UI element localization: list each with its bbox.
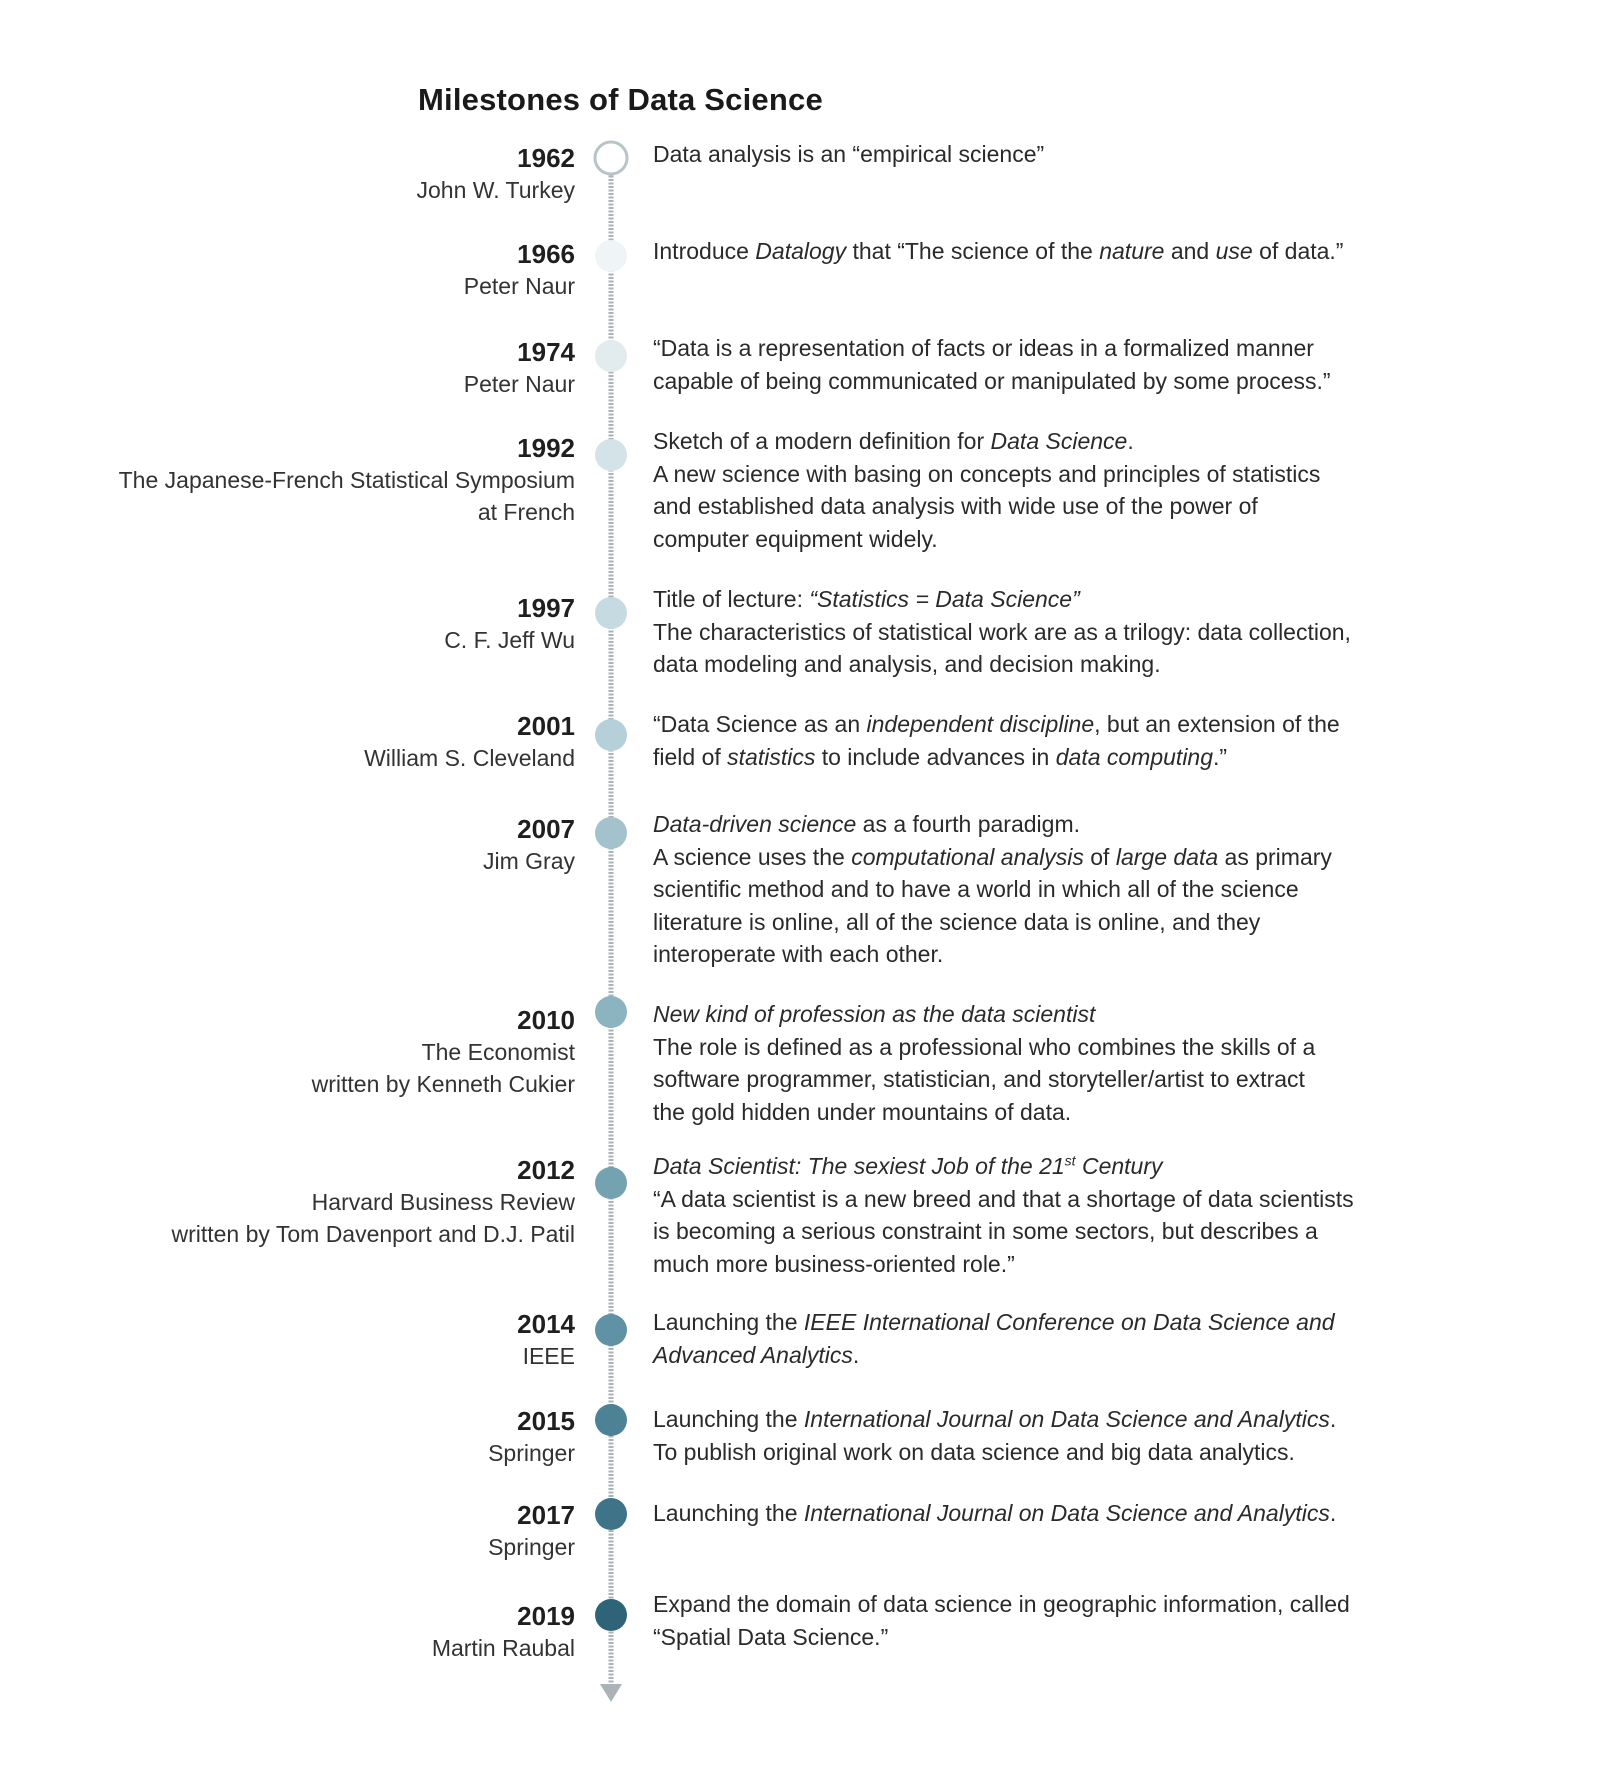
description-line <box>653 873 1443 906</box>
italic-text: IEEE International Conference on Data Science and <box>803 1309 1335 1335</box>
milestone-source: Springer <box>488 1534 575 1560</box>
text-segment: . <box>852 1341 860 1368</box>
milestone-source: John W. Turkey <box>416 177 575 203</box>
milestone-description-2019 <box>653 1588 1443 1653</box>
description-line <box>653 938 1443 971</box>
description-line <box>653 1306 1443 1339</box>
text-segment: . <box>1329 1500 1337 1526</box>
milestone-year: 2015 <box>517 1406 575 1436</box>
milestone-description-2007 <box>653 808 1443 971</box>
italic-text: Data-driven science <box>653 811 857 837</box>
description-line <box>653 523 1443 556</box>
description-line <box>653 490 1443 523</box>
text-segment: of data.” <box>1252 238 1344 264</box>
milestone-year: 2007 <box>517 814 575 844</box>
text-segment: literature is online, all of the science data is online, and they <box>653 908 1261 935</box>
italic-text: Data Science <box>990 428 1128 454</box>
italic-text: nature <box>1099 238 1165 264</box>
timeline-arrow-head <box>600 1684 622 1702</box>
milestone-label-1962 <box>15 142 575 206</box>
text-segment: A new science with basing on concepts and principles of statistics <box>653 460 1321 487</box>
milestone-year: 2014 <box>517 1309 575 1339</box>
milestone-year: 2017 <box>517 1500 575 1530</box>
text-segment: software programmer, statistician, and storyteller/artist to extract <box>653 1066 1305 1092</box>
milestone-description-2015 <box>653 1403 1443 1468</box>
text-segment: data modeling and analysis, and decision making. <box>653 651 1161 677</box>
text-segment: To publish original work on data science and big data analytics. <box>653 1438 1295 1465</box>
description-line <box>653 741 1443 774</box>
milestone-label-2017 <box>15 1499 575 1563</box>
description-line <box>653 1150 1443 1183</box>
milestone-source: C. F. Jeff Wu <box>444 627 575 653</box>
text-segment: The role is defined as a professional who combines the skills of a <box>653 1033 1316 1060</box>
timeline-node-2001 <box>595 719 627 751</box>
milestone-source: William S. Cleveland <box>364 745 575 771</box>
text-segment: as primary <box>1218 843 1332 870</box>
description-line <box>653 906 1443 939</box>
text-segment: Title of lecture: <box>653 586 810 612</box>
text-segment: The characteristics of statistical work are as a trilogy: data collection, <box>653 618 1351 645</box>
timeline-node-1997 <box>595 597 627 629</box>
milestone-source: Martin Raubal <box>431 1635 575 1661</box>
text-segment: “A data scientist is a new breed and that a shortage of data scientists <box>653 1185 1354 1212</box>
description-line <box>653 458 1443 491</box>
timeline-node-1974 <box>595 340 627 372</box>
milestone-year: 1966 <box>517 239 575 269</box>
description-line <box>653 1248 1443 1281</box>
description-line <box>653 616 1443 649</box>
italic-text: data computing <box>1055 743 1214 770</box>
text-segment: field of <box>653 743 728 770</box>
description-line <box>653 1183 1443 1216</box>
milestone-label-2019 <box>15 1600 575 1664</box>
page-title: Milestones of Data Science <box>418 82 823 117</box>
milestone-source: written by Kenneth Cukier <box>311 1071 575 1097</box>
milestone-description-1992 <box>653 425 1443 555</box>
text-segment: as a fourth paradigm. <box>856 811 1080 837</box>
milestone-year: 1974 <box>517 337 575 367</box>
text-segment: is becoming a serious constraint in some sectors, but describes a <box>653 1218 1318 1244</box>
timeline-node-1962 <box>595 142 627 174</box>
text-segment: scientific method and to have a world in which all of the science <box>653 876 1299 902</box>
timeline-node-1966 <box>595 240 627 272</box>
description-line <box>653 583 1443 616</box>
description-line <box>653 998 1443 1031</box>
text-segment: the gold hidden under mountains of data. <box>653 1098 1072 1125</box>
text-segment: .” <box>1213 743 1228 770</box>
italic-text: computational analysis <box>851 843 1084 870</box>
milestone-description-1974 <box>653 332 1443 397</box>
milestone-label-2012 <box>15 1154 575 1250</box>
text-segment: Launching the <box>653 1406 804 1432</box>
italic-text: International Journal on Data Science and Analytics <box>803 1406 1330 1432</box>
milestone-source: written by Tom Davenport and D.J. Patil <box>171 1221 575 1247</box>
italic-text: Datalogy <box>755 238 847 264</box>
milestone-description-1997 <box>653 583 1443 681</box>
milestone-source: The Economist <box>421 1039 575 1065</box>
text-segment: Expand the domain of data science in geographic information, called <box>653 1591 1350 1617</box>
text-segment: capable of being communicated or manipulated by some process.” <box>653 367 1331 394</box>
description-line <box>653 841 1443 874</box>
milestone-source: Springer <box>488 1440 575 1466</box>
milestone-label-1974 <box>15 336 575 400</box>
italic-text: use <box>1215 238 1253 264</box>
italic-text: independent discipline <box>866 711 1095 737</box>
timeline-node-2010 <box>595 996 627 1028</box>
text-segment: , but an extension of the <box>1094 711 1340 737</box>
text-segment: Sketch of a modern definition for <box>653 428 991 454</box>
milestone-description-1966 <box>653 235 1443 268</box>
timeline-node-2017 <box>595 1498 627 1530</box>
text-segment: of <box>1083 843 1116 870</box>
italic-text: International Journal on Data Science and Analytics <box>803 1500 1330 1526</box>
milestone-description-2010 <box>653 998 1443 1128</box>
milestone-source: Peter Naur <box>463 371 575 397</box>
timeline-node-2014 <box>595 1314 627 1346</box>
text-segment: computer equipment widely. <box>653 525 938 552</box>
milestone-year: 2012 <box>517 1155 575 1185</box>
milestone-label-2014 <box>15 1308 575 1372</box>
italic-text: “Statistics = Data Science” <box>809 586 1080 612</box>
text-segment: much more business-oriented role.” <box>653 1250 1015 1277</box>
timeline-node-2015 <box>595 1404 627 1436</box>
text-segment: . <box>1329 1406 1337 1432</box>
italic-text: statistics <box>727 743 816 770</box>
description-line <box>653 138 1443 171</box>
timeline-node-2007 <box>595 817 627 849</box>
text-segment: “Data Science as an <box>653 711 867 737</box>
text-segment: “Spatial Data Science.” <box>653 1623 889 1650</box>
description-line <box>653 808 1443 841</box>
milestone-year: 2001 <box>517 711 575 741</box>
text-segment: interoperate with each other. <box>653 941 944 967</box>
italic-text: large data <box>1115 843 1219 870</box>
milestone-source: Harvard Business Review <box>311 1189 575 1215</box>
italic-text: Century <box>1075 1153 1163 1179</box>
text-segment: and <box>1164 238 1216 264</box>
description-line <box>653 1063 1443 1096</box>
description-line <box>653 425 1443 458</box>
milestone-description-2012 <box>653 1150 1443 1280</box>
description-line <box>653 235 1443 268</box>
milestone-year: 1962 <box>517 143 575 173</box>
timeline-node-1992 <box>595 439 627 471</box>
milestone-source: The Japanese-French Statistical Symposium <box>118 467 575 493</box>
italic-text: st <box>1064 1152 1076 1169</box>
text-segment: Introduce <box>653 238 756 264</box>
description-line <box>653 1436 1443 1469</box>
milestone-description-2014 <box>653 1306 1443 1371</box>
text-segment: A science uses the <box>653 843 852 870</box>
text-segment: “Data is a representation of facts or ideas in a formalized manner <box>653 335 1314 361</box>
milestone-source: IEEE <box>522 1343 575 1369</box>
text-segment: Data analysis is an “empirical science” <box>653 141 1045 167</box>
description-line <box>653 365 1443 398</box>
text-segment: that “The science of the <box>846 238 1100 264</box>
timeline-node-2012 <box>595 1167 627 1199</box>
description-line <box>653 1497 1443 1530</box>
milestone-year: 1992 <box>517 433 575 463</box>
description-line <box>653 1621 1443 1654</box>
milestone-year: 2010 <box>517 1005 575 1035</box>
milestone-label-1992 <box>15 432 575 528</box>
milestone-description-2017 <box>653 1497 1443 1530</box>
timeline-node-2019 <box>595 1599 627 1631</box>
description-line <box>653 332 1443 365</box>
description-line <box>653 648 1443 681</box>
milestone-description-2001 <box>653 708 1443 773</box>
text-segment: to include advances in <box>815 743 1056 770</box>
description-line <box>653 1215 1443 1248</box>
milestone-label-2001 <box>15 710 575 774</box>
milestone-source: at French <box>477 499 575 525</box>
milestone-label-2007 <box>15 813 575 877</box>
milestone-description-1962 <box>653 138 1443 171</box>
milestone-label-2015 <box>15 1405 575 1469</box>
italic-text: New kind of profession as the data scientist <box>653 1001 1096 1027</box>
text-segment: . <box>1127 428 1134 454</box>
milestone-source: Peter Naur <box>463 273 575 299</box>
milestone-label-2010 <box>15 1004 575 1100</box>
description-line <box>653 708 1443 741</box>
italic-text: Data Scientist: The sexiest Job of the 21 <box>653 1153 1065 1179</box>
description-line <box>653 1339 1443 1372</box>
italic-text: Advanced Analytics <box>653 1341 853 1368</box>
milestone-year: 2019 <box>517 1601 575 1631</box>
text-segment: Launching the <box>653 1500 804 1526</box>
milestone-label-1997 <box>15 592 575 656</box>
text-segment: and established data analysis with wide use of the power of <box>653 493 1258 519</box>
milestone-label-1966 <box>15 238 575 302</box>
description-line <box>653 1031 1443 1064</box>
milestone-source: Jim Gray <box>483 848 575 874</box>
description-line <box>653 1403 1443 1436</box>
text-segment: Launching the <box>653 1309 804 1335</box>
milestone-year: 1997 <box>517 593 575 623</box>
description-line <box>653 1588 1443 1621</box>
description-line <box>653 1096 1443 1129</box>
